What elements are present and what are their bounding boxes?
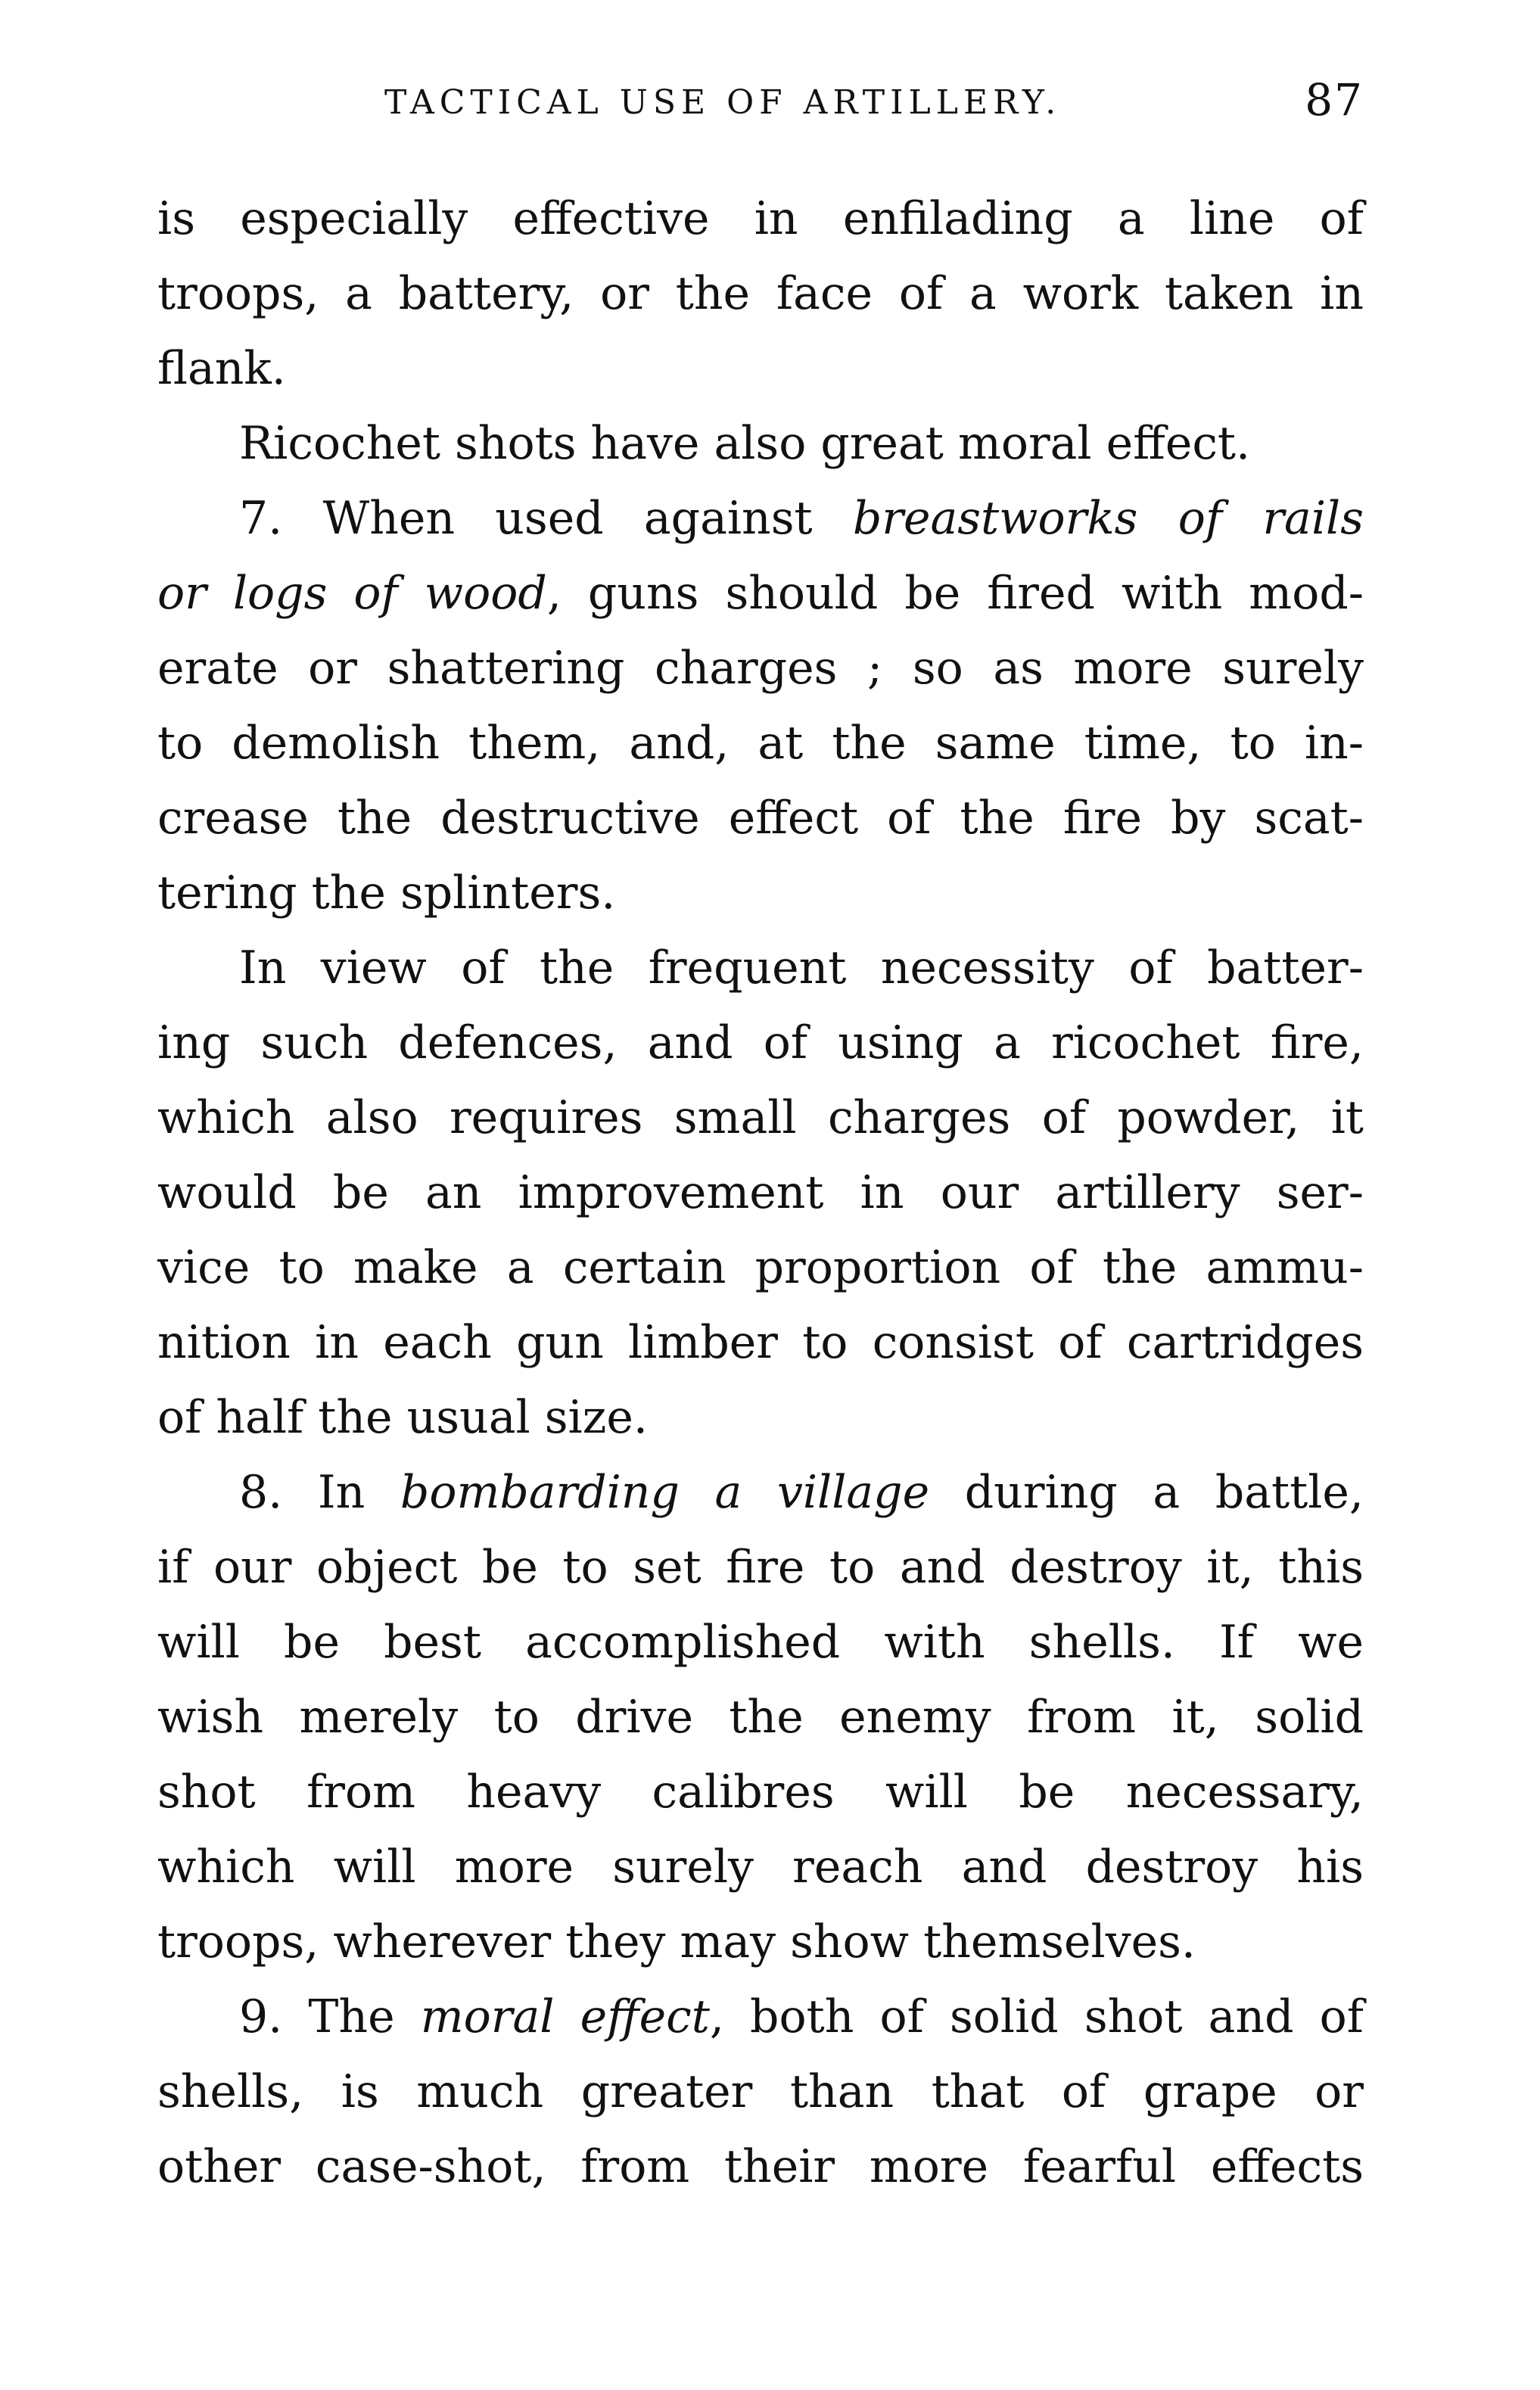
text-line: shot from heavy calibres will be necessary, [157, 1766, 1364, 1819]
text-line [157, 481, 1364, 556]
text-line: troops, wherever they may show themselves. [157, 1915, 1196, 1968]
text-line: of half the usual size. [157, 1391, 648, 1444]
text-line: Ricochet shots have also great moral effect. [239, 417, 1251, 470]
text-line: if our object be to set fire to and destroy it, this [157, 1541, 1364, 1594]
text-line: tering the splinters. [157, 867, 616, 920]
text-line: troops, a battery, or the face of a work taken in [157, 267, 1364, 320]
line-segment: during a battle, [929, 1466, 1364, 1519]
text-line: to demolish them, and, at the same time, to in- [157, 717, 1364, 770]
line-segment: , both of solid shot and of [709, 1990, 1364, 2043]
line-segment: 7. When used against [239, 492, 853, 545]
running-head [157, 74, 1364, 135]
line-segment: 8. In [239, 1466, 400, 1519]
page-number: 87 [1305, 74, 1364, 126]
italic-phrase: breastworks of rails [852, 492, 1364, 545]
text-line: which will more surely reach and destroy his [157, 1841, 1364, 1894]
text-line: nition in each gun limber to consist of cartridges [157, 1316, 1364, 1369]
line-segment: 9. The [239, 1990, 421, 2043]
text-line: erate or shattering charges ; so as more surely [157, 642, 1364, 695]
line-segment: , guns should be fired with mod- [546, 567, 1364, 620]
text-line: flank. [157, 342, 286, 395]
text-line: In view of the frequent necessity of batter- [239, 941, 1364, 994]
text-line: ing such defences, and of using a ricochet fire, [157, 1016, 1364, 1069]
text-line: crease the destructive effect of the fire by scat- [157, 792, 1364, 845]
text-line [157, 1455, 1364, 1530]
italic-phrase: bombarding a village [400, 1466, 930, 1519]
running-title: TACTICAL USE OF ARTILLERY. [384, 83, 1062, 122]
italic-phrase: or logs of wood [157, 567, 547, 620]
text-line: would be an improvement in our artillery ser- [157, 1166, 1364, 1219]
body-text [157, 182, 1364, 2205]
text-line [157, 1980, 1364, 2055]
text-line: other case-shot, from their more fearful effects [157, 2140, 1364, 2193]
text-line: which also requires small charges of powder, it [157, 1091, 1364, 1144]
text-line: shells, is much greater than that of grape or [157, 2065, 1364, 2118]
text-line: wish merely to drive the enemy from it, solid [157, 1691, 1364, 1744]
text-line [157, 556, 1364, 631]
text-line: vice to make a certain proportion of the ammu- [157, 1241, 1364, 1294]
italic-phrase: moral effect [420, 1990, 710, 2043]
text-line: is especially effective in enfilading a line of [157, 192, 1364, 245]
text-line: will be best accomplished with shells. If we [157, 1616, 1364, 1669]
